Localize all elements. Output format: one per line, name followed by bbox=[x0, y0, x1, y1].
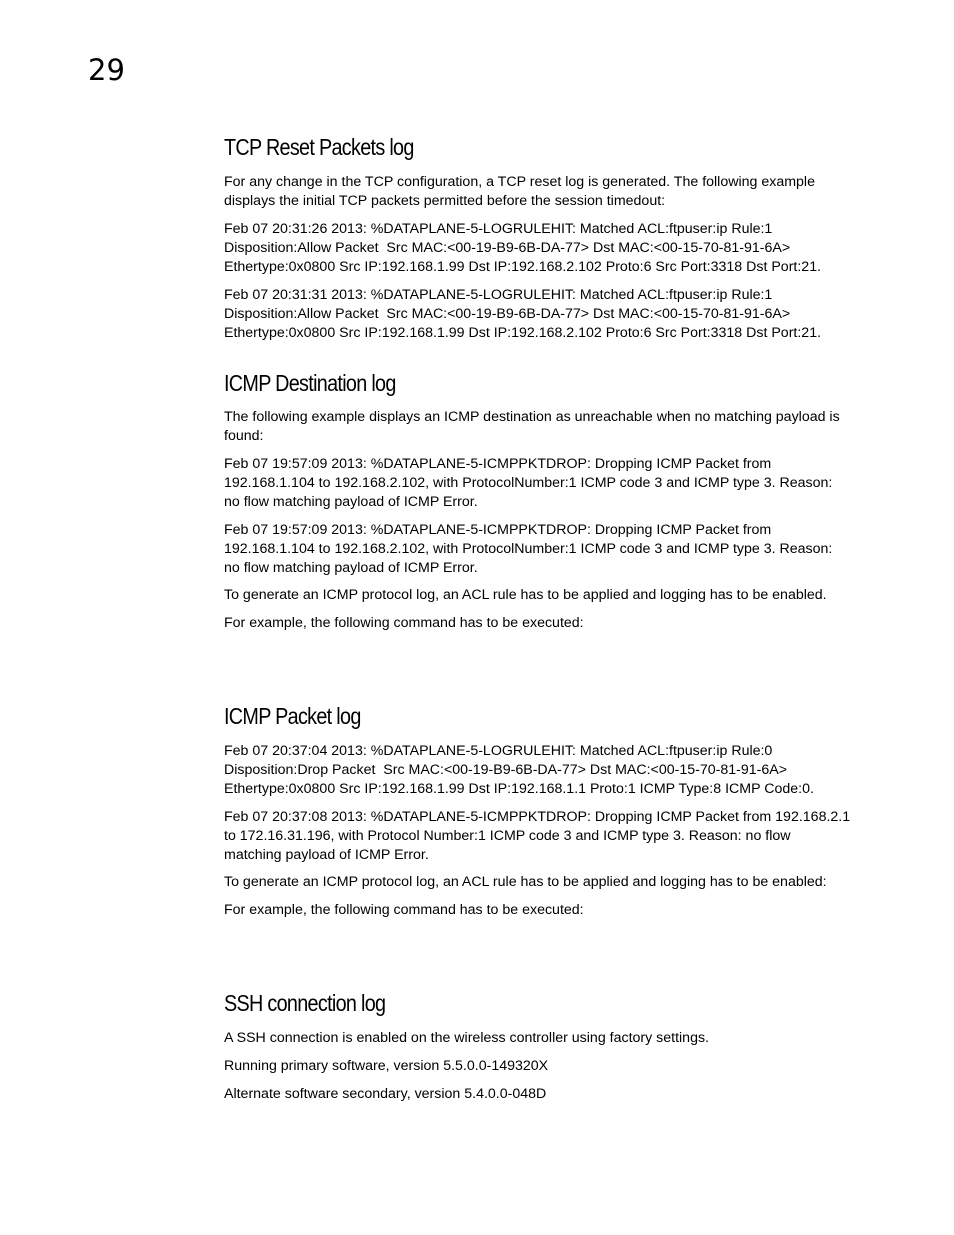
log-entry: Feb 07 20:31:26 2013: %DATAPLANE-5-LOGRULEHIT: Matched ACL:ftpuser:ip Rule:1 Disposition:Allow Packet Src MAC:<00-19-B9-6B-DA-77> Dst MAC:<00-15-70-81-91-6A> Ethertype:0x0800 Src IP:192.168.1.99 Dst IP:192.168.2.102 Proto:6 Src Port:3318 Dst Port:21. bbox=[224, 221, 822, 275]
paragraph: For example, the following command has to be executed: bbox=[224, 615, 584, 631]
paragraph: For example, the following command has to be executed: bbox=[224, 902, 584, 918]
log-entry: Feb 07 20:31:31 2013: %DATAPLANE-5-LOGRULEHIT: Matched ACL:ftpuser:ip Rule:1 Disposition:Allow Packet Src MAC:<00-19-B9-6B-DA-77> Dst MAC:<00-15-70-81-91-6A> Ethertype:0x0800 Src IP:192.168.1.99 Dst IP:192.168.2.102 Proto:6 Src Port:3318 Dst Port:21. bbox=[224, 287, 822, 341]
section-icmp-packet bbox=[224, 702, 869, 918]
log-entry: Feb 07 19:57:09 2013: %DATAPLANE-5-ICMPPKTDROP: Dropping ICMP Packet from 192.168.1.104 to 192.168.2.102, with ProtocolNumber:1 ICMP code 3 and ICMP type 3. Reason: no flow matching payload of ICMP Error. bbox=[224, 522, 833, 576]
paragraph: Alternate software secondary, version 5.4.0.0-048D bbox=[224, 1086, 547, 1102]
section-ssh-connection bbox=[224, 989, 869, 1102]
log-entry: Feb 07 19:57:09 2013: %DATAPLANE-5-ICMPPKTDROP: Dropping ICMP Packet from 192.168.1.104 to 192.168.2.102, with ProtocolNumber:1 ICMP code 3 and ICMP type 3. Reason: no flow matching payload of ICMP Error. bbox=[224, 456, 833, 510]
chapter-number: 29 bbox=[88, 53, 125, 87]
section-icmp-destination bbox=[224, 369, 869, 631]
paragraph: The following example displays an ICMP destination as unreachable when no matching payload is found: bbox=[224, 409, 840, 444]
section-tcp-reset bbox=[224, 133, 869, 341]
paragraph: A SSH connection is enabled on the wireless controller using factory settings. bbox=[224, 1030, 709, 1046]
paragraph: Running primary software, version 5.5.0.0-149320X bbox=[224, 1058, 549, 1074]
section-heading: ICMP Destination log bbox=[224, 370, 396, 396]
paragraph: To generate an ICMP protocol log, an ACL rule has to be applied and logging has to be enabled. bbox=[224, 587, 827, 603]
section-heading: SSH connection log bbox=[224, 990, 386, 1016]
paragraph: To generate an ICMP protocol log, an ACL rule has to be applied and logging has to be enabled: bbox=[224, 874, 827, 890]
log-entry: Feb 07 20:37:04 2013: %DATAPLANE-5-LOGRULEHIT: Matched ACL:ftpuser:ip Rule:0 Disposition:Drop Packet Src MAC:<00-19-B9-6B-DA-77> Dst MAC:<00-15-70-81-91-6A> Ethertype:0x0800 Src IP:192.168.1.99 Dst IP:192.168.1.1 Proto:1 ICMP Type:8 ICMP Code:0. bbox=[224, 743, 814, 797]
section-heading: TCP Reset Packets log bbox=[224, 134, 414, 160]
log-entry: Feb 07 20:37:08 2013: %DATAPLANE-5-ICMPPKTDROP: Dropping ICMP Packet from 192.168.2.1 to 172.16.31.196, with Protocol Number:1 ICMP code 3 and ICMP type 3. Reason: no flow matching payload of ICMP Error. bbox=[224, 809, 851, 863]
section-heading: ICMP Packet log bbox=[224, 703, 361, 729]
paragraph: For any change in the TCP configuration, a TCP reset log is generated. The following example displays the initial TCP packets permitted before the session timedout: bbox=[224, 174, 815, 209]
